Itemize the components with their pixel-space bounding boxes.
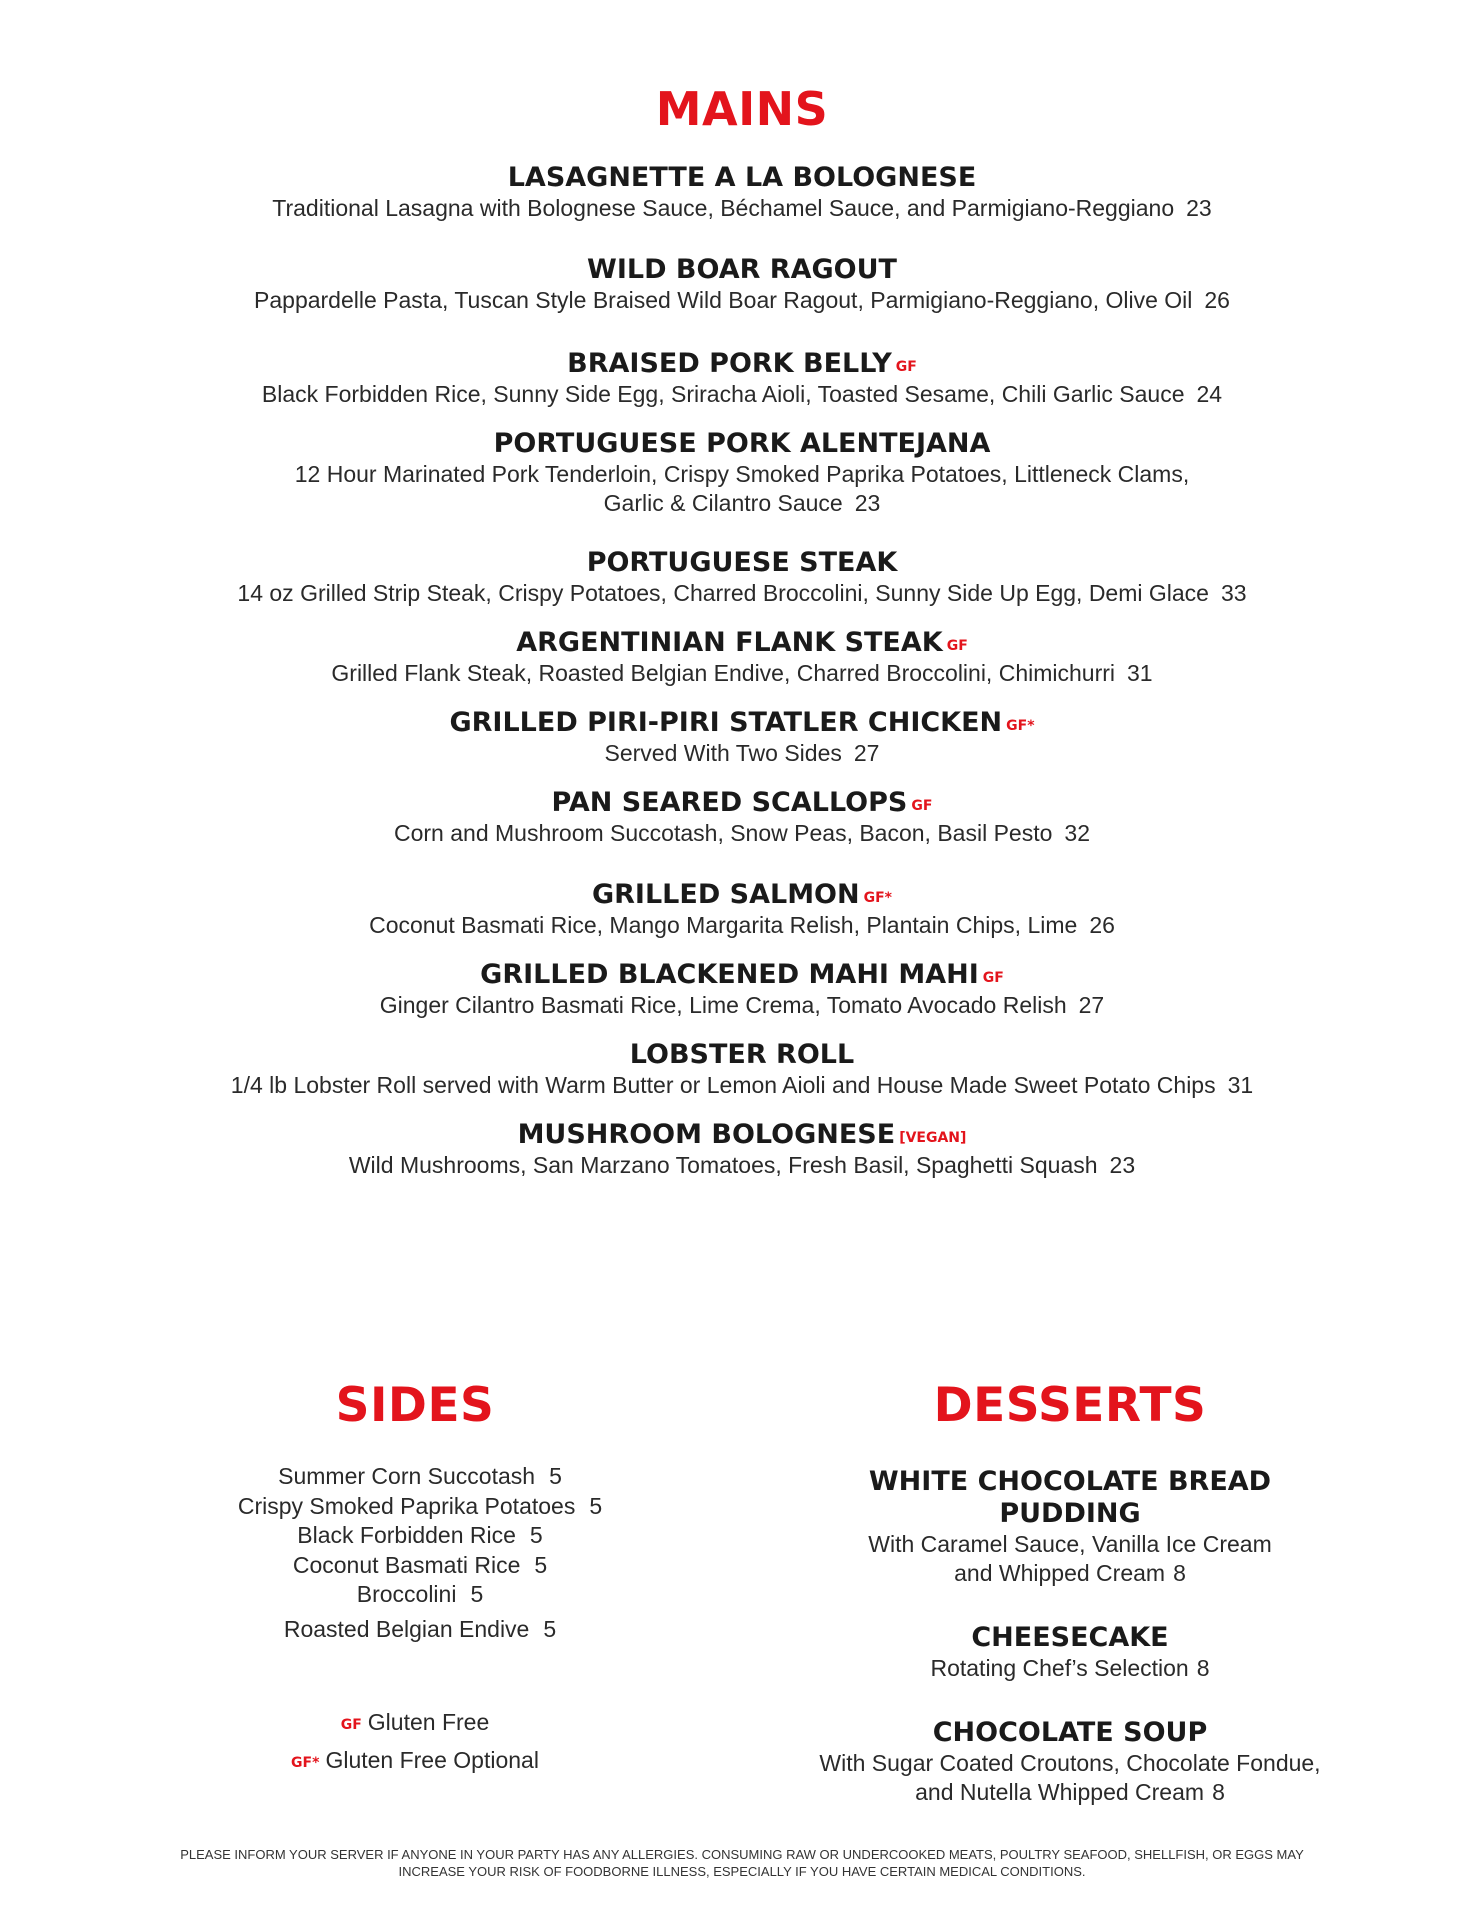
menu-item xyxy=(0,787,1484,848)
item-heading xyxy=(0,254,1484,286)
item-name: BRAISED PORK BELLY xyxy=(567,348,892,379)
item-name: WILD BOAR RAGOUT xyxy=(587,254,897,285)
item-name: PORTUGUESE STEAK xyxy=(586,547,898,578)
side-item xyxy=(190,1580,650,1610)
dessert-name: WHITE CHOCOLATE BREAD PUDDING xyxy=(868,1466,1272,1529)
legend-item xyxy=(210,1743,620,1781)
dietary-tag: GF xyxy=(946,638,968,654)
dessert-item xyxy=(800,1717,1340,1807)
mains-title: MAINS xyxy=(655,82,829,136)
menu-item xyxy=(0,162,1484,223)
description-text: With Sugar Coated Croutons, Chocolate Fondue, xyxy=(819,1750,1321,1776)
side-price: 5 xyxy=(543,1615,557,1642)
item-heading xyxy=(0,348,1484,380)
item-heading xyxy=(0,547,1484,579)
side-name: Roasted Belgian Endive xyxy=(283,1615,530,1642)
side-item xyxy=(190,1462,650,1492)
disclaimer-line: INCREASE YOUR RISK OF FOODBORNE ILLNESS, ESPECIALLY IF YOU HAVE CERTAIN MEDICAL CONDITIONS. xyxy=(398,1864,1086,1879)
item-description xyxy=(0,380,1484,409)
description-text: Garlic & Cilantro Sauce xyxy=(603,490,843,516)
item-price: 26 xyxy=(1089,912,1115,938)
dessert-item xyxy=(800,1622,1340,1683)
side-name: Black Forbidden Rice xyxy=(297,1522,516,1548)
item-description xyxy=(0,1071,1484,1100)
item-price: 31 xyxy=(1127,660,1153,686)
item-name: GRILLED PIRI-PIRI STATLER CHICKEN xyxy=(449,707,1003,738)
item-description xyxy=(0,194,1484,223)
dietary-tag: GF* xyxy=(1006,718,1035,734)
menu-item xyxy=(0,428,1484,518)
dietary-tag: GF xyxy=(911,798,933,814)
menu-item xyxy=(0,707,1484,768)
item-description xyxy=(0,659,1484,688)
item-heading xyxy=(0,162,1484,194)
side-price: 5 xyxy=(549,1463,562,1489)
description-text: Rotating Chef’s Selection xyxy=(930,1655,1189,1681)
side-name: Summer Corn Succotash xyxy=(278,1463,536,1489)
item-heading xyxy=(0,787,1484,819)
side-item xyxy=(190,1521,650,1551)
sides-list xyxy=(190,1462,650,1644)
item-price: 23 xyxy=(1186,195,1212,221)
dietary-tag: GF* xyxy=(863,890,893,906)
item-description xyxy=(0,286,1484,315)
description-text: Black Forbidden Rice, Sunny Side Egg, Sriracha Aioli, Toasted Sesame, Chili Garlic Sauce xyxy=(261,381,1185,407)
item-name: PORTUGUESE PORK ALENTEJANA xyxy=(493,428,991,459)
dessert-description xyxy=(800,1749,1340,1778)
description-text: 12 Hour Marinated Pork Tenderloin, Crispy Smoked Paprika Potatoes, Littleneck Clams, xyxy=(294,461,1190,487)
description-text: and Whipped Cream xyxy=(954,1560,1166,1586)
legend-item xyxy=(210,1705,620,1743)
item-description xyxy=(0,739,1484,768)
item-heading xyxy=(0,1119,1484,1151)
item-price: 23 xyxy=(854,490,881,516)
description-text: Wild Mushrooms, San Marzano Tomatoes, Fresh Basil, Spaghetti Squash xyxy=(348,1152,1098,1178)
menu-item xyxy=(0,627,1484,688)
dessert-description xyxy=(800,1530,1340,1559)
item-heading xyxy=(0,879,1484,911)
side-price: 5 xyxy=(529,1522,543,1548)
legend-tag: GF xyxy=(340,1717,362,1733)
side-name: Crispy Smoked Paprika Potatoes xyxy=(237,1492,576,1519)
allergy-disclaimer xyxy=(90,1846,1394,1880)
description-text: 1/4 lb Lobster Roll served with Warm Butter or Lemon Aioli and House Made Sweet Potato Chips xyxy=(230,1072,1216,1098)
item-description xyxy=(0,460,1484,489)
dessert-price: 8 xyxy=(1173,1560,1186,1586)
menu-item xyxy=(0,879,1484,940)
description-text: Grilled Flank Steak, Roasted Belgian Endive, Charred Broccolini, Chimichurri xyxy=(331,660,1116,686)
dessert-description xyxy=(800,1778,1340,1807)
dessert-item xyxy=(800,1466,1340,1588)
menu-item xyxy=(0,348,1484,409)
dietary-tag: [VEGAN] xyxy=(899,1130,967,1146)
description-text: 14 oz Grilled Strip Steak, Crispy Potatoes, Charred Broccolini, Sunny Side Up Egg, Demi Glace xyxy=(237,580,1209,606)
item-price: 32 xyxy=(1064,820,1090,846)
side-item xyxy=(190,1492,650,1522)
item-description xyxy=(0,489,1484,518)
item-price: 27 xyxy=(853,740,880,766)
dessert-name: CHEESECAKE xyxy=(971,1622,1169,1653)
item-description xyxy=(0,819,1484,848)
description-text: Corn and Mushroom Succotash, Snow Peas, Bacon, Basil Pesto xyxy=(394,820,1053,846)
dessert-price: 8 xyxy=(1212,1779,1225,1805)
item-name: PAN SEARED SCALLOPS xyxy=(551,787,908,818)
item-price: 31 xyxy=(1227,1072,1254,1098)
desserts-list xyxy=(800,1466,1340,1841)
side-name: Broccolini xyxy=(356,1581,457,1607)
menu-item xyxy=(0,254,1484,315)
disclaimer-line: PLEASE INFORM YOUR SERVER IF ANYONE IN YOUR PARTY HAS ANY ALLERGIES. CONSUMING RAW OR UNDERCOOKED MEATS, POULTRY SEAFOOD, SHELLFISH, OR EGGS MAY xyxy=(180,1847,1304,1862)
item-price: 24 xyxy=(1196,381,1223,407)
description-text: Ginger Cilantro Basmati Rice, Lime Crema, Tomato Avocado Relish xyxy=(379,992,1067,1018)
dessert-description xyxy=(800,1654,1340,1683)
sides-title: SIDES xyxy=(335,1378,495,1433)
item-name: LOBSTER ROLL xyxy=(629,1039,855,1070)
menu-item xyxy=(0,1039,1484,1100)
dessert-price: 8 xyxy=(1196,1655,1210,1681)
side-name: Coconut Basmati Rice xyxy=(292,1551,521,1578)
description-text: Served With Two Sides xyxy=(604,740,842,766)
mains-list xyxy=(0,162,1484,1180)
item-name: GRILLED SALMON xyxy=(591,879,860,910)
legend-tag: GF* xyxy=(291,1755,320,1771)
description-text: and Nutella Whipped Cream xyxy=(915,1779,1205,1805)
description-text: Coconut Basmati Rice, Mango Margarita Relish, Plantain Chips, Lime xyxy=(369,912,1078,938)
dietary-tag: GF xyxy=(895,359,917,375)
item-description xyxy=(0,1151,1484,1180)
dietary-legend xyxy=(210,1705,620,1781)
side-item xyxy=(190,1551,650,1581)
item-description xyxy=(0,911,1484,940)
item-price: 33 xyxy=(1220,580,1247,606)
item-price: 23 xyxy=(1109,1152,1136,1178)
item-heading xyxy=(0,959,1484,991)
item-name: LASAGNETTE A LA BOLOGNESE xyxy=(507,162,977,193)
menu-item xyxy=(0,959,1484,1020)
side-price: 5 xyxy=(534,1551,548,1578)
side-item xyxy=(190,1615,650,1645)
description-text: Traditional Lasagna with Bolognese Sauce, Béchamel Sauce, and Parmigiano-Reggiano xyxy=(272,195,1175,221)
menu-item xyxy=(0,1119,1484,1180)
legend-label: Gluten Free xyxy=(367,1709,490,1735)
item-heading xyxy=(0,428,1484,460)
item-name: MUSHROOM BOLOGNESE xyxy=(517,1119,896,1150)
item-heading xyxy=(0,707,1484,739)
item-description xyxy=(0,579,1484,608)
item-heading xyxy=(0,1039,1484,1071)
dietary-tag: GF xyxy=(982,970,1004,986)
dessert-name: CHOCOLATE SOUP xyxy=(932,1717,1208,1748)
item-name: GRILLED BLACKENED MAHI MAHI xyxy=(480,959,979,990)
item-price: 27 xyxy=(1078,992,1105,1018)
dessert-description xyxy=(800,1559,1340,1588)
item-name: ARGENTINIAN FLANK STEAK xyxy=(516,627,943,658)
side-price: 5 xyxy=(589,1492,603,1519)
side-price: 5 xyxy=(470,1581,484,1607)
item-heading xyxy=(0,627,1484,659)
item-price: 26 xyxy=(1204,287,1230,313)
item-description xyxy=(0,991,1484,1020)
legend-label: Gluten Free Optional xyxy=(325,1747,539,1773)
description-text: With Caramel Sauce, Vanilla Ice Cream xyxy=(868,1531,1272,1557)
description-text: Pappardelle Pasta, Tuscan Style Braised Wild Boar Ragout, Parmigiano-Reggiano, Olive Oil xyxy=(254,287,1193,313)
menu-item xyxy=(0,547,1484,608)
desserts-title: DESSERTS xyxy=(933,1378,1207,1433)
